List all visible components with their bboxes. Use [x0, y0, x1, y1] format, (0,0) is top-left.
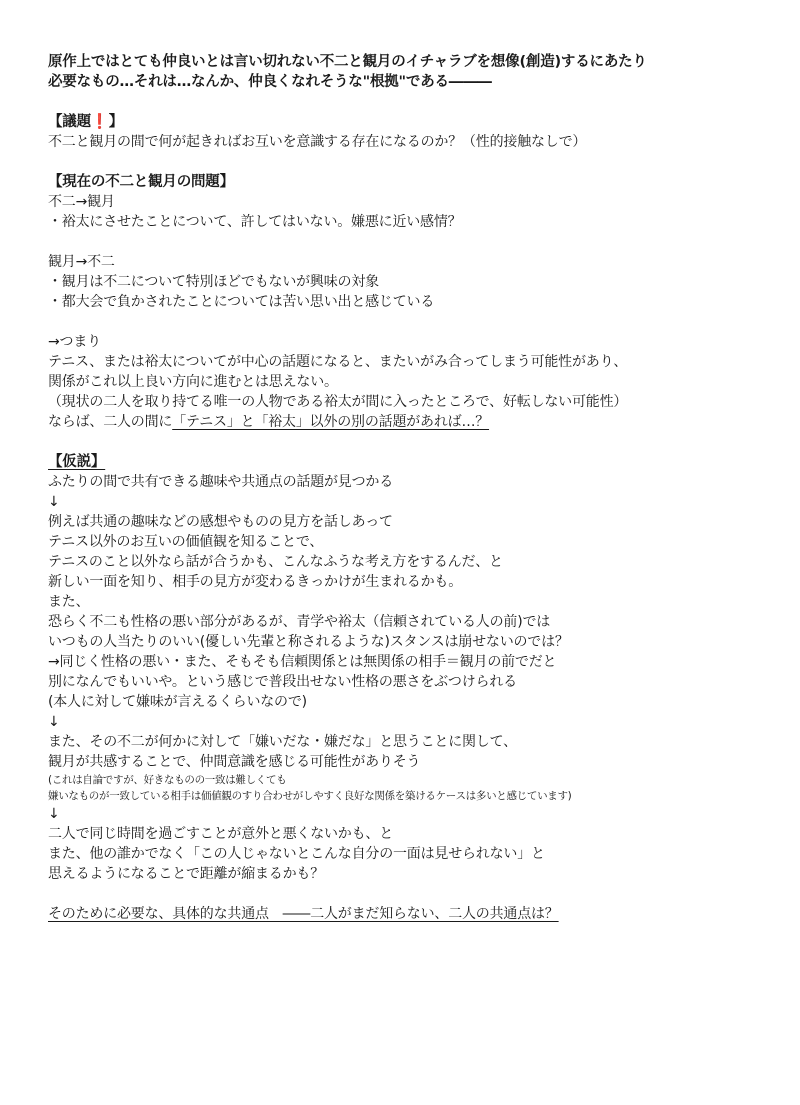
conclusion-underlined-text: 「テニス」と「裕太」以外の別の話題があれば…？ [172, 414, 490, 430]
conclusion-lead: →つまり [48, 334, 101, 350]
conclusion-line: （現状の二人を取り持てる唯一の人物である裕太が間に入ったところで、好転しない可能性） [48, 394, 628, 410]
conclusion-line: 関係がこれ以上良い方向に進むとは思えない。 [48, 374, 338, 390]
hypothesis-line: 観月が共感することで、仲間意識を感じる可能性がありそう [48, 754, 421, 770]
spacer [48, 884, 768, 904]
fuji-to-mizuki-label: 不二→観月 [48, 194, 115, 210]
hypothesis-line: また、他の誰かでなく「この人じゃないとこんな自分の一面は見せられない」と [48, 846, 545, 862]
exclamation-icon: ❗ [90, 114, 109, 130]
hypothesis-heading: 【仮説】 [48, 454, 106, 470]
topic-question: 不二と観月の間で何が起きればお互いを意識する存在になるのか？（性的接触なしで） [48, 134, 587, 150]
hypothesis-line: 恐らく不二も性格の悪い部分があるが、青学や裕太（信頼されている人の前)では [48, 614, 551, 630]
hypothesis-line: 例えば共通の趣味などの感想やものの見方を話しあって [48, 514, 393, 530]
spacer [48, 152, 768, 172]
spacer [48, 312, 768, 332]
problems-heading: 【現在の不二と観月の問題】 [48, 174, 234, 190]
hypothesis-line: 別になんでもいいや。という感じで普段出せない性格の悪さをぶつけられる [48, 674, 517, 690]
down-arrow: ↓ [48, 714, 60, 730]
hypothesis-line: ふたりの間で共有できる趣味や共通点の話題が見つかる [48, 474, 393, 490]
topic-heading [48, 112, 768, 132]
hypothesis-line: 二人で同じ時間を過ごすことが意外と悪くないかも、と [48, 826, 393, 842]
down-arrow: ↓ [48, 494, 60, 510]
hypothesis-line: また、 [48, 594, 90, 610]
hypothesis-line: 新しい一面を知り、相手の見方が変わるきっかけが生まれるかも。 [48, 574, 462, 590]
conclusion-line-4-prefix: ならば、二人の間に [48, 414, 173, 430]
conclusion-line-4 [48, 412, 768, 432]
hypothesis-line: また、その不二が何かに対して「嫌いだな・嫌だな」と思うことに関して、 [48, 734, 517, 750]
hypothesis-note: (これは自論ですが、好きなものの一致は難しくても [48, 774, 287, 786]
hypothesis-line: いつもの人当たりのいい(優しい先輩と称されるような)スタンスは崩せないのでは？ [48, 634, 569, 650]
hypothesis-note: 嫌いなものが一致している相手は価値観のすり合わせがしやすく良好な関係を築けるケースは多いと感じています) [48, 790, 572, 802]
hypothesis-line: 思えるようになることで距離が縮まるかも？ [48, 866, 324, 882]
spacer [48, 432, 768, 452]
topic-heading-close: 】 [108, 114, 124, 130]
hypothesis-line: →同じく性格の悪い・また、そもそも信頼関係とは無関係の相手＝観月の前でだと [48, 654, 557, 670]
document-page [48, 52, 768, 924]
closing-question: そのために必要な、具体的な共通点 ――二人がまだ知らない、二人の共通点は？ [48, 906, 559, 922]
intro-line-1: 原作上ではとても仲良いとは言い切れない不二と観月のイチャラブを想像(創造)するにあたり [48, 54, 647, 70]
hypothesis-line: テニス以外のお互いの価値観を知ることで、 [48, 534, 324, 550]
topic-heading-open: 【議題 [48, 114, 91, 130]
mizuki-to-fuji-point: ・都大会で負かされたことについては苦い思い出と感じている [48, 294, 435, 310]
hypothesis-line: (本人に対して嫌味が言えるくらいなので) [48, 694, 307, 710]
spacer [48, 92, 768, 112]
conclusion-line: テニス、または裕太についてが中心の話題になると、またいがみ合ってしまう可能性があり、 [48, 354, 628, 370]
fuji-to-mizuki-point: ・裕太にさせたことについて、許してはいない。嫌悪に近い感情？ [48, 214, 462, 230]
down-arrow: ↓ [48, 806, 60, 822]
mizuki-to-fuji-label: 観月→不二 [48, 254, 115, 270]
hypothesis-line: テニスのこと以外なら話が合うかも、こんなふうな考え方をするんだ、と [48, 554, 503, 570]
spacer [48, 232, 768, 252]
mizuki-to-fuji-point: ・観月は不二について特別ほどでもないが興味の対象 [48, 274, 379, 290]
intro-line-2: 必要なもの…それは…なんか、仲良くなれそうな"根拠"である――― [48, 74, 492, 90]
